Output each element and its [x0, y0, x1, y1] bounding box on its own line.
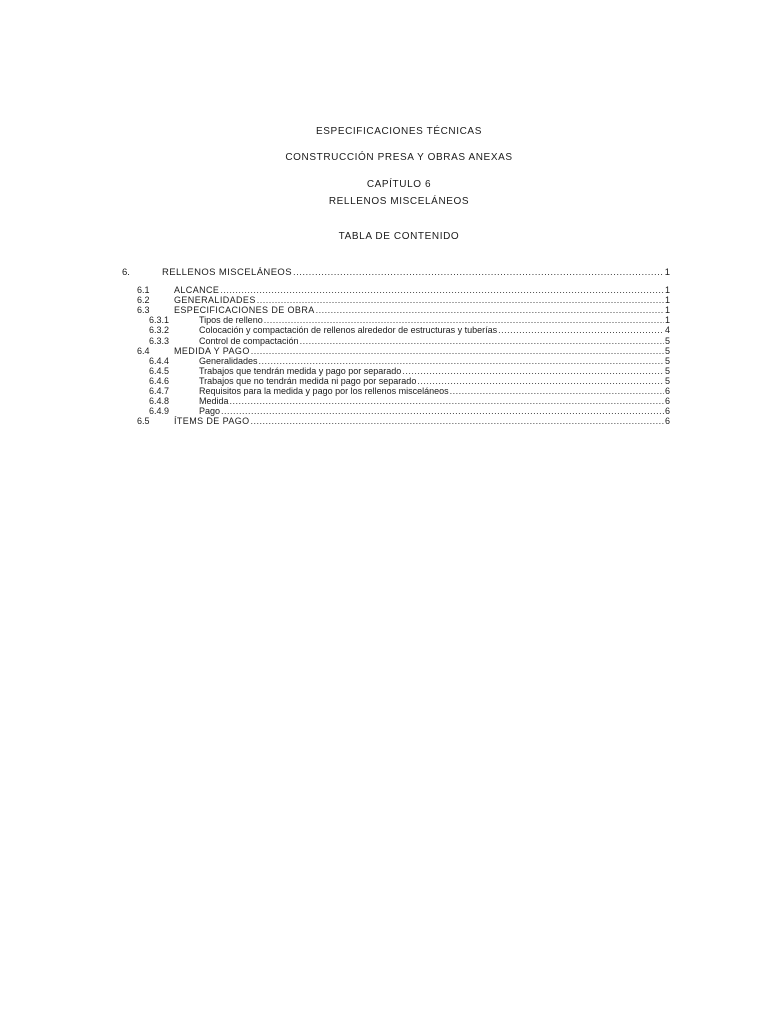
- toc-leader-dots: [450, 386, 664, 396]
- toc-entry[interactable]: [149, 386, 670, 396]
- toc-leader-dots: [220, 285, 664, 295]
- toc-entry-title: Medida: [199, 396, 229, 407]
- toc-entry-page: 6: [664, 396, 670, 407]
- toc-entry-number: 6.4.7: [149, 386, 170, 396]
- toc-entry[interactable]: [149, 325, 670, 336]
- toc-leader-dots: [293, 268, 664, 278]
- toc-entry[interactable]: [137, 285, 670, 295]
- toc-entry-page: 1: [664, 267, 670, 278]
- chapter-title: RELLENOS MISCELÁNEOS: [328, 196, 470, 207]
- toc-entry-number: 6.4.4: [149, 355, 170, 366]
- toc-entry-title: ALCANCE: [174, 285, 220, 295]
- toc-entry-title: ÍTEMS DE PAGO: [174, 416, 250, 427]
- toc-entry-title: Colocación y compactación de rellenos alrededor de estructuras y tuberías: [199, 325, 498, 336]
- toc-entry-number: 6.4.8: [149, 396, 170, 407]
- toc-leader-dots: [259, 356, 664, 366]
- toc-entry-page: 1: [664, 305, 670, 316]
- toc-entry[interactable]: [149, 335, 670, 346]
- toc-entry-page: 1: [664, 285, 670, 295]
- toc-entry-page: 6: [664, 386, 670, 396]
- toc-leader-dots: [417, 376, 664, 386]
- toc-leader-dots: [316, 305, 664, 315]
- toc-leader-dots: [498, 325, 664, 335]
- toc-entry-title: ESPECIFICACIONES DE OBRA: [174, 305, 315, 316]
- document-header-line1: ESPECIFICACIONES TÉCNICAS: [316, 126, 482, 137]
- toc-entry-title: Trabajos que no tendrán medida ni pago por separado: [199, 375, 417, 386]
- toc-entry-page: 1: [664, 295, 670, 306]
- toc-leader-dots: [251, 416, 664, 426]
- toc-entry-number: 6.4.9: [149, 406, 170, 417]
- toc-entry-number: 6.: [122, 267, 130, 278]
- toc-heading: TABLA DE CONTENIDO: [338, 231, 460, 242]
- toc-entry-title: RELLENOS MISCELÁNEOS: [162, 267, 292, 278]
- chapter-number: CAPÍTULO 6: [366, 179, 432, 190]
- toc-entry-title: Tipos de relleno: [199, 315, 263, 326]
- toc-entry[interactable]: [149, 355, 670, 366]
- toc-entry-number: 6.5: [137, 416, 150, 427]
- toc-entry[interactable]: [137, 305, 670, 316]
- toc-entry-page: 5: [664, 355, 670, 366]
- toc-entry-title: Control de compactación: [199, 335, 299, 346]
- toc-entry-page: 6: [664, 416, 670, 427]
- toc-entry-number: 6.3: [137, 305, 150, 316]
- toc-entry[interactable]: [149, 375, 670, 386]
- toc-entry-page: 5: [664, 365, 670, 376]
- toc-entry-title: Requisitos para la medida y pago por los rellenos misceláneos: [199, 386, 449, 396]
- toc-entry[interactable]: [149, 396, 670, 407]
- toc-entry[interactable]: [137, 416, 670, 427]
- toc-entry-page: 4: [664, 325, 670, 336]
- toc-entry-page: 5: [664, 375, 670, 386]
- toc-entry-number: 6.2: [137, 295, 150, 306]
- toc-entry-title: Pago: [199, 406, 221, 417]
- toc-entry[interactable]: [149, 406, 670, 417]
- toc-entry-number: 6.4: [137, 345, 150, 356]
- toc-entry-number: 6.4.5: [149, 365, 170, 376]
- toc-leader-dots: [230, 396, 664, 406]
- toc-entry-number: 6.3.1: [149, 315, 170, 326]
- toc-entry-title: MEDIDA Y PAGO: [174, 345, 250, 356]
- toc-leader-dots: [300, 336, 664, 346]
- toc-leader-dots: [251, 346, 664, 356]
- toc-entry-number: 6.4.6: [149, 375, 170, 386]
- toc-leader-dots: [264, 315, 664, 325]
- toc-entry[interactable]: [149, 365, 670, 376]
- toc-entry-page: 5: [664, 345, 670, 356]
- toc-leader-dots: [221, 406, 664, 416]
- toc-entry-number: 6.1: [137, 285, 150, 295]
- toc-entry[interactable]: [137, 295, 670, 306]
- toc-entry[interactable]: [137, 345, 670, 356]
- toc-entry-number: 6.3.2: [149, 325, 170, 336]
- toc-entry-title: Generalidades: [199, 355, 258, 366]
- toc-entry-page: 1: [664, 315, 670, 326]
- toc-entry[interactable]: [122, 267, 670, 278]
- toc-entry-page: 6: [664, 406, 670, 417]
- toc-leader-dots: [257, 295, 664, 305]
- toc-entry-number: 6.3.3: [149, 335, 170, 346]
- toc-entry-title: Trabajos que tendrán medida y pago por separado: [199, 365, 402, 376]
- document-header-line2: CONSTRUCCIÓN PRESA Y OBRAS ANEXAS: [285, 152, 513, 163]
- toc-leader-dots: [402, 366, 664, 376]
- toc-entry[interactable]: [149, 315, 670, 326]
- toc-entry-title: GENERALIDADES: [174, 295, 256, 306]
- toc-entry-page: 5: [664, 335, 670, 346]
